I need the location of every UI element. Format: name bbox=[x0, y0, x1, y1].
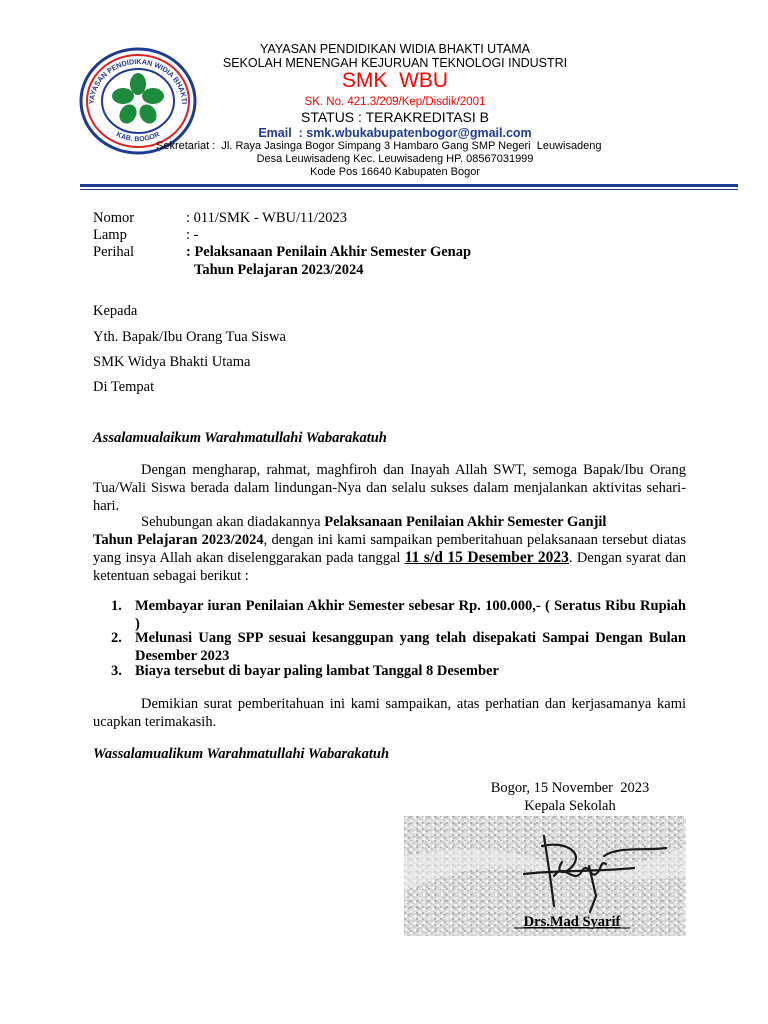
paragraph-2 bbox=[93, 513, 686, 585]
item-1-number: 1. bbox=[111, 598, 122, 614]
perihal-value: : Pelaksanaan Penilain Akhir Semester Genap bbox=[186, 244, 472, 260]
p2-prefix: Sehubungan akan diadakannya bbox=[141, 514, 325, 530]
school-short-name: SMK WBU bbox=[341, 69, 449, 92]
item-2-number: 2. bbox=[111, 630, 122, 646]
recipient-line-1: Kepada bbox=[93, 303, 138, 319]
recipient-line-3: SMK Widya Bhakti Utama bbox=[93, 354, 251, 370]
nomor-label: Nomor bbox=[93, 210, 135, 226]
p2-suffix: . Dengan syarat dan ketentuan sebagai berikut : bbox=[93, 550, 687, 584]
school-full-name: SEKOLAH MENENGAH KEJURUAN TEKNOLOGI INDUSTRI bbox=[222, 56, 568, 70]
address-line-3: Kode Pos 16640 Kabupaten Bogor bbox=[309, 166, 481, 178]
paragraph-1: Dengan mengharap, rahmat, maghfiroh dan Inayah Allah SWT, semoga Bapak/Ibu Orang Tua/Wali Siswa berada dalam lindungan-Nya dan selalu sukses dalam menjalankan aktivitas sehari-hari. bbox=[93, 462, 686, 514]
item-1-text: Membayar iuran Penilaian Akhir Semester sebesar Rp. 100.000,- ( Seratus Ribu Rupiah ) bbox=[135, 598, 686, 632]
accreditation-status: STATUS : TERAKREDITASI B bbox=[301, 109, 489, 125]
signer-name: Drs.Mad Syarif bbox=[523, 914, 621, 930]
lamp-label: Lamp bbox=[93, 227, 127, 243]
p2-middle: , dengan ini kami sampaikan pemberitahuan pelaksanaan tersebut diatas yang insya Allah akan diselenggarakan pada tanggal bbox=[93, 532, 686, 566]
p2-date: 11 s/d 15 Desember 2023 bbox=[404, 549, 569, 566]
item-3-number: 3. bbox=[111, 663, 122, 679]
perihal-label: Perihal bbox=[93, 244, 135, 260]
paragraph-3: Demikian surat pemberitahuan ini kami sampaikan, atas perhatian dan kerjasamanya kami ucapkan terimakasih. bbox=[93, 696, 686, 730]
recipient-line-2: Yth. Bapak/Ibu Orang Tua Siswa bbox=[93, 329, 286, 345]
address-line-1: Sekretariat : Jl. Raya Jasinga Bogor Simpang 3 Hambaro Gang SMP Negeri Leuwisadeng bbox=[156, 140, 602, 152]
logo-ring-text-top: YAYASAN PENDIDIKAN WIDIA BHAKTI bbox=[86, 56, 190, 105]
sk-number: SK. No. 421.3/209/Kep/Disdik/2001 bbox=[304, 96, 486, 108]
closing: Wassalamualikum Warahmatullahi Wabarakatuh bbox=[93, 746, 390, 762]
address-line-2: Desa Leuwisadeng Kec. Leuwisadeng HP. 08567031999 bbox=[256, 153, 534, 165]
header-rule-thin bbox=[80, 189, 738, 190]
item-3-text: Biaya tersebut di bayar paling lambat Tanggal 8 Desember bbox=[135, 663, 499, 679]
p2-bold-year: Tahun Pelajaran 2023/2024 bbox=[93, 532, 264, 548]
recipient-line-4: Di Tempat bbox=[93, 379, 155, 395]
item-2-text: Melunasi Uang SPP sesuai kesanggupan yang telah disepakati Sampai Dengan Bulan Desember 2023 bbox=[135, 630, 686, 664]
lamp-value: : - bbox=[186, 227, 199, 243]
signer-title: Kepala Sekolah bbox=[524, 798, 616, 814]
header-rule-thick bbox=[80, 184, 738, 187]
perihal-value-continued: Tahun Pelajaran 2023/2024 bbox=[194, 262, 364, 278]
signature-stamp-image bbox=[404, 816, 686, 936]
foundation-name: YAYASAN PENDIDIKAN WIDIA BHAKTI UTAMA bbox=[260, 42, 530, 56]
email: Email : smk.wbukabupatenbogor@gmail.com bbox=[258, 126, 532, 140]
place-date: Bogor, 15 November 2023 bbox=[490, 780, 650, 796]
p2-bold-title: Pelaksanaan Penilaian Akhir Semester Ganjil bbox=[324, 514, 607, 530]
greeting: Assalamualaikum Warahmatullahi Wabarakatuh bbox=[93, 430, 387, 446]
nomor-value: : 011/SMK - WBU/11/2023 bbox=[186, 210, 347, 226]
logo-ring-text-bottom: KAB. BOGOR bbox=[115, 131, 161, 144]
